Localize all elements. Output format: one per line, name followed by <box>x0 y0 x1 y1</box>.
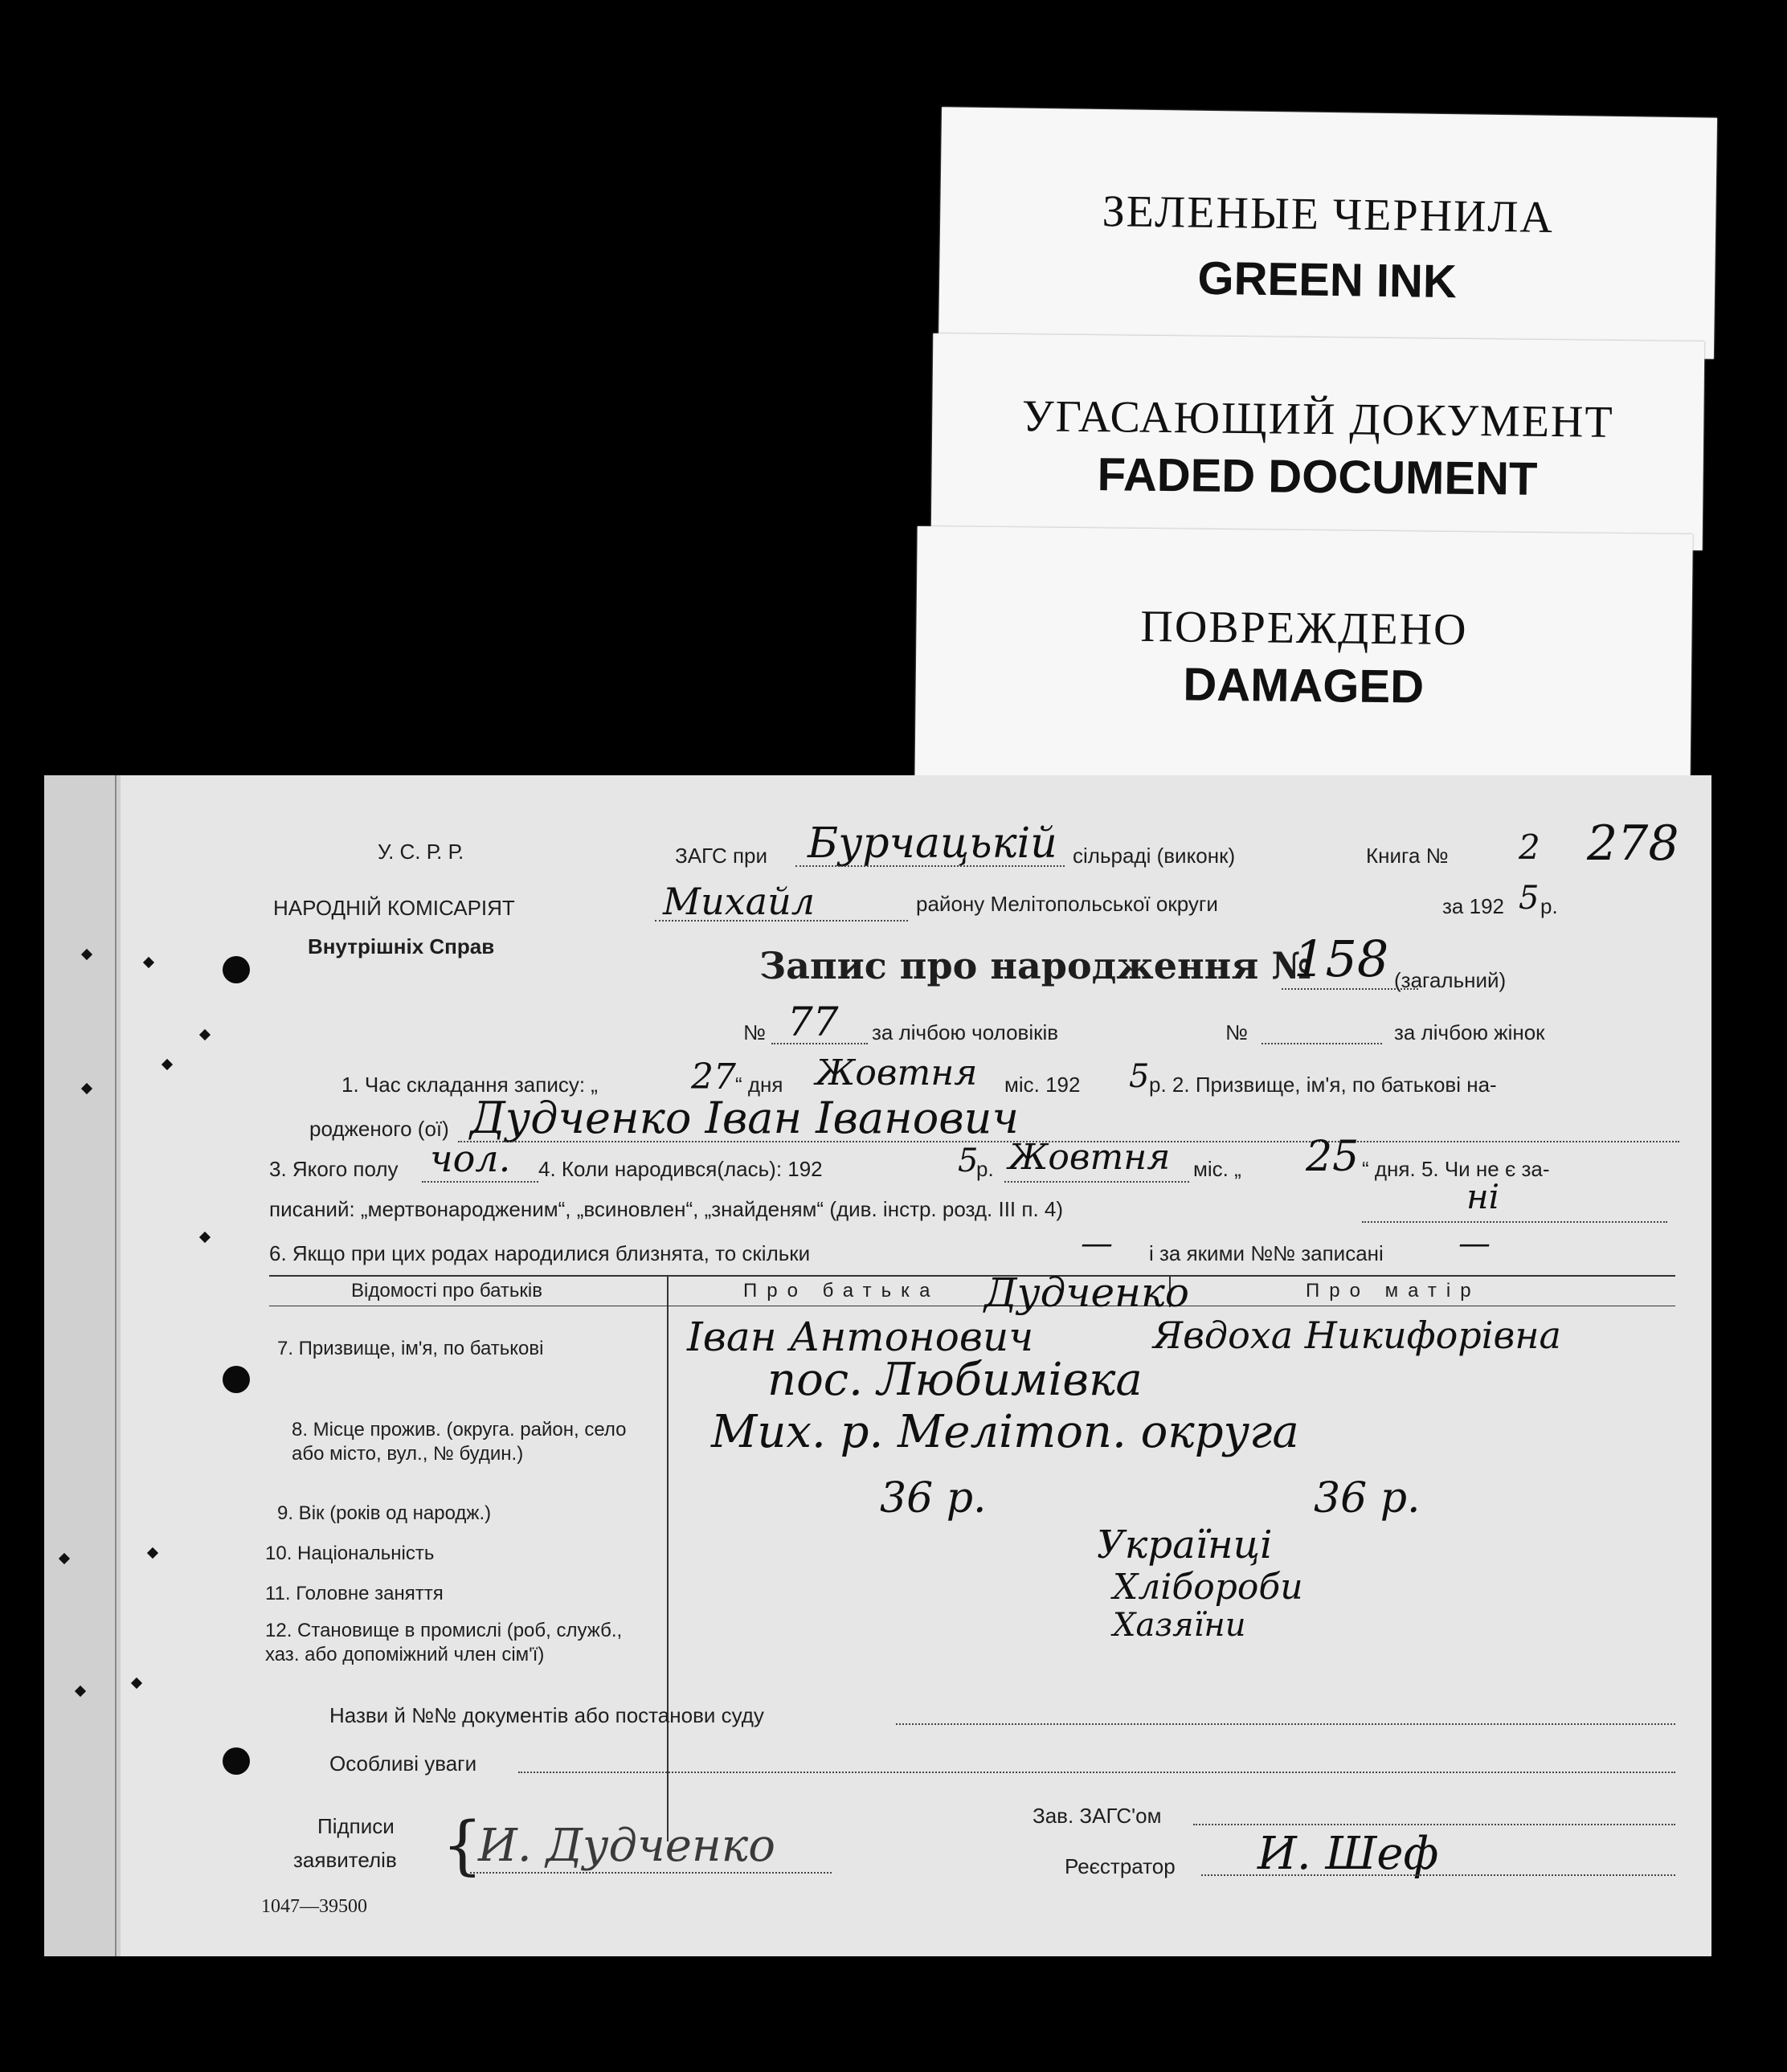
field-1-day: 27 <box>691 1056 736 1097</box>
zags-village-value: Бурчацькій <box>808 819 1057 868</box>
field-1-label: 1. Час складання запису: „ <box>341 1073 598 1097</box>
puncture-mark <box>162 1059 173 1070</box>
table-divider-1 <box>667 1275 669 1841</box>
row-12-label: 12. Становище в промислі (роб, служб., хаз. або допоміжний член сім'ї) <box>265 1620 623 1665</box>
zags-head-line <box>1193 1824 1675 1825</box>
field-1-rest: р. 2. Призвище, ім'я, по батькові на- <box>1149 1073 1497 1097</box>
binding-edge <box>115 775 117 1956</box>
female-no-label: № <box>1225 1020 1248 1044</box>
faded-document-en-label: FADED DOCUMENT <box>1097 448 1538 505</box>
damaged-en-label: DAMAGED <box>1183 658 1425 713</box>
birth-year: 5 <box>958 1142 979 1179</box>
registrar-label: Реєстратор <box>1065 1854 1176 1878</box>
ussr-label: У. С. Р. Р. <box>378 840 464 864</box>
notes-line <box>518 1772 1675 1773</box>
general-label: (загальний) <box>1394 968 1507 992</box>
notes-label: Особливі уваги <box>329 1751 477 1776</box>
sex-line <box>422 1181 538 1183</box>
field-2-label: родженого (ої) <box>309 1117 449 1141</box>
rayon-suffix: району Мелітопольської округи <box>916 892 1218 916</box>
occupation-value: Хлібороби <box>1113 1567 1303 1608</box>
table-top-rule <box>269 1275 1675 1277</box>
year-prefix: за 192 <box>1442 894 1504 918</box>
punch-hole <box>223 1747 250 1775</box>
page-stamp: 278 <box>1587 815 1679 872</box>
book-label: Книга № <box>1366 844 1449 868</box>
record-number: 158 <box>1294 930 1389 988</box>
male-count-label: за лічбою чоловіків <box>872 1020 1059 1044</box>
docs-line <box>896 1723 1675 1725</box>
birth-day: 25 <box>1306 1133 1360 1181</box>
birth-mis: міс. „ <box>1193 1157 1241 1181</box>
puncture-mark <box>131 1678 142 1689</box>
signature-brace: { <box>442 1808 483 1882</box>
signatures-label-2: заявителів <box>293 1848 397 1872</box>
twins-numbers-value: — <box>1458 1225 1491 1262</box>
applicant-signature: И. Дудченко <box>478 1820 775 1872</box>
field-5-line <box>1362 1221 1667 1223</box>
residence-line-1: пос. Любимівка <box>767 1354 1143 1406</box>
field-6-rest: і за якими №№ записані <box>1149 1241 1384 1265</box>
birth-r: р. <box>976 1157 994 1181</box>
col-father: Про батька <box>743 1280 940 1302</box>
zags-prefix: ЗАГС при <box>675 844 768 868</box>
birth-month-line <box>1004 1181 1189 1183</box>
puncture-mark <box>199 1029 211 1040</box>
field-3-label: 3. Якого полу <box>269 1157 399 1181</box>
mother-name: Явдоха Никифорівна <box>1153 1314 1561 1357</box>
green-ink-ru-label: ЗЕЛЕНЫЕ ЧЕРНИЛА <box>1102 186 1555 243</box>
father-name: Іван Антонович <box>687 1314 1034 1360</box>
row-7-label: 7. Призвище, ім'я, по батькові <box>277 1338 544 1359</box>
rayon-line <box>655 920 908 922</box>
father-age: 36 р. <box>880 1474 987 1522</box>
field-4-label: 4. Коли народився(лась): 192 <box>538 1157 823 1181</box>
col-parents-info: Відомості про батьків <box>351 1280 542 1302</box>
registrar-line <box>1201 1874 1675 1876</box>
field-1-month: Жовтня <box>816 1052 978 1093</box>
male-count-number: 77 <box>787 999 839 1045</box>
registrar-signature: И. Шеф <box>1257 1828 1439 1880</box>
rayon-value: Михайл <box>663 880 816 923</box>
puncture-mark <box>147 1547 158 1559</box>
mother-age: 36 р. <box>1314 1474 1421 1522</box>
row-9-label: 9. Вік (років од народж.) <box>277 1502 492 1524</box>
residence-line-2: Мих. р. Мелітоп. округа <box>711 1406 1299 1458</box>
male-count-line <box>771 1043 868 1044</box>
internal-affairs-label: Внутрішніх Справ <box>308 934 495 958</box>
row-11-label: 11. Головне заняття <box>265 1583 444 1604</box>
status-value: Хазяїни <box>1113 1607 1246 1644</box>
zags-suffix: сільраді (виконк) <box>1073 844 1236 868</box>
damaged-ru-label: ПОВРЕЖДЕНО <box>1140 601 1468 656</box>
col-mother: Про матір <box>1306 1280 1481 1302</box>
nationality-value: Українці <box>1097 1522 1273 1567</box>
record-title: Запис про народження № <box>759 944 1312 987</box>
sex-value: чол. <box>430 1137 511 1180</box>
zags-head-label: Зав. ЗАГС'ом <box>1033 1804 1162 1828</box>
damaged-slip <box>914 526 1693 807</box>
puncture-mark <box>199 1232 211 1243</box>
twins-count-value: — <box>1081 1225 1113 1262</box>
male-no-label: № <box>743 1020 766 1044</box>
book-value: 2 <box>1519 828 1540 867</box>
field-5-label: писаний: „мертвонародженим“, „всиновлен“, „знайденям“ (див. інстр. розд. III п. 4) <box>269 1197 1064 1221</box>
female-count-label: за лічбою жінок <box>1394 1020 1545 1044</box>
year-suffix: р. <box>1540 894 1558 918</box>
parents-surname: Дудченко <box>984 1269 1189 1316</box>
row-8-label: 8. Місце прожив. (округа. район, село або місто, вул., № будин.) <box>292 1419 627 1465</box>
field-1-day-suffix: “ дня <box>735 1073 783 1097</box>
punch-hole <box>223 956 250 983</box>
commissariat-label: НАРОДНІЙ КОМІСАРІЯТ <box>273 896 515 920</box>
docs-label: Назви й №№ документів або постанови суду <box>329 1703 764 1727</box>
field-1-year-prefix: міс. 192 <box>1004 1073 1081 1097</box>
field-5-value: ні <box>1466 1177 1500 1216</box>
faded-document-slip <box>931 333 1705 550</box>
female-count-line <box>1262 1043 1382 1044</box>
birth-month: Жовтня <box>1008 1137 1171 1178</box>
row-10-label: 10. Національність <box>265 1543 435 1564</box>
field-6-label: 6. Якщо при цих родах народилися близнята, то скільки <box>269 1241 811 1265</box>
birth-record-form <box>44 775 1711 1956</box>
green-ink-slip <box>938 107 1717 358</box>
print-code: 1047—39500 <box>261 1896 367 1917</box>
field-4-rest: “ дня. 5. Чи не є за- <box>1362 1157 1550 1181</box>
year-value: 5 <box>1519 880 1540 917</box>
signatures-label-1: Підписи <box>317 1814 395 1838</box>
applicant-signature-line <box>470 1872 832 1874</box>
puncture-mark <box>143 957 154 968</box>
punch-hole <box>223 1366 250 1393</box>
zags-village-line <box>795 865 1065 867</box>
faded-document-ru-label: УГАСАЮЩИЙ ДОКУМЕНТ <box>1021 391 1614 448</box>
field-1-year: 5 <box>1129 1058 1150 1095</box>
child-name-value: Дудченко Іван Іванович <box>470 1093 1020 1143</box>
green-ink-en-label: GREEN INK <box>1197 251 1458 309</box>
